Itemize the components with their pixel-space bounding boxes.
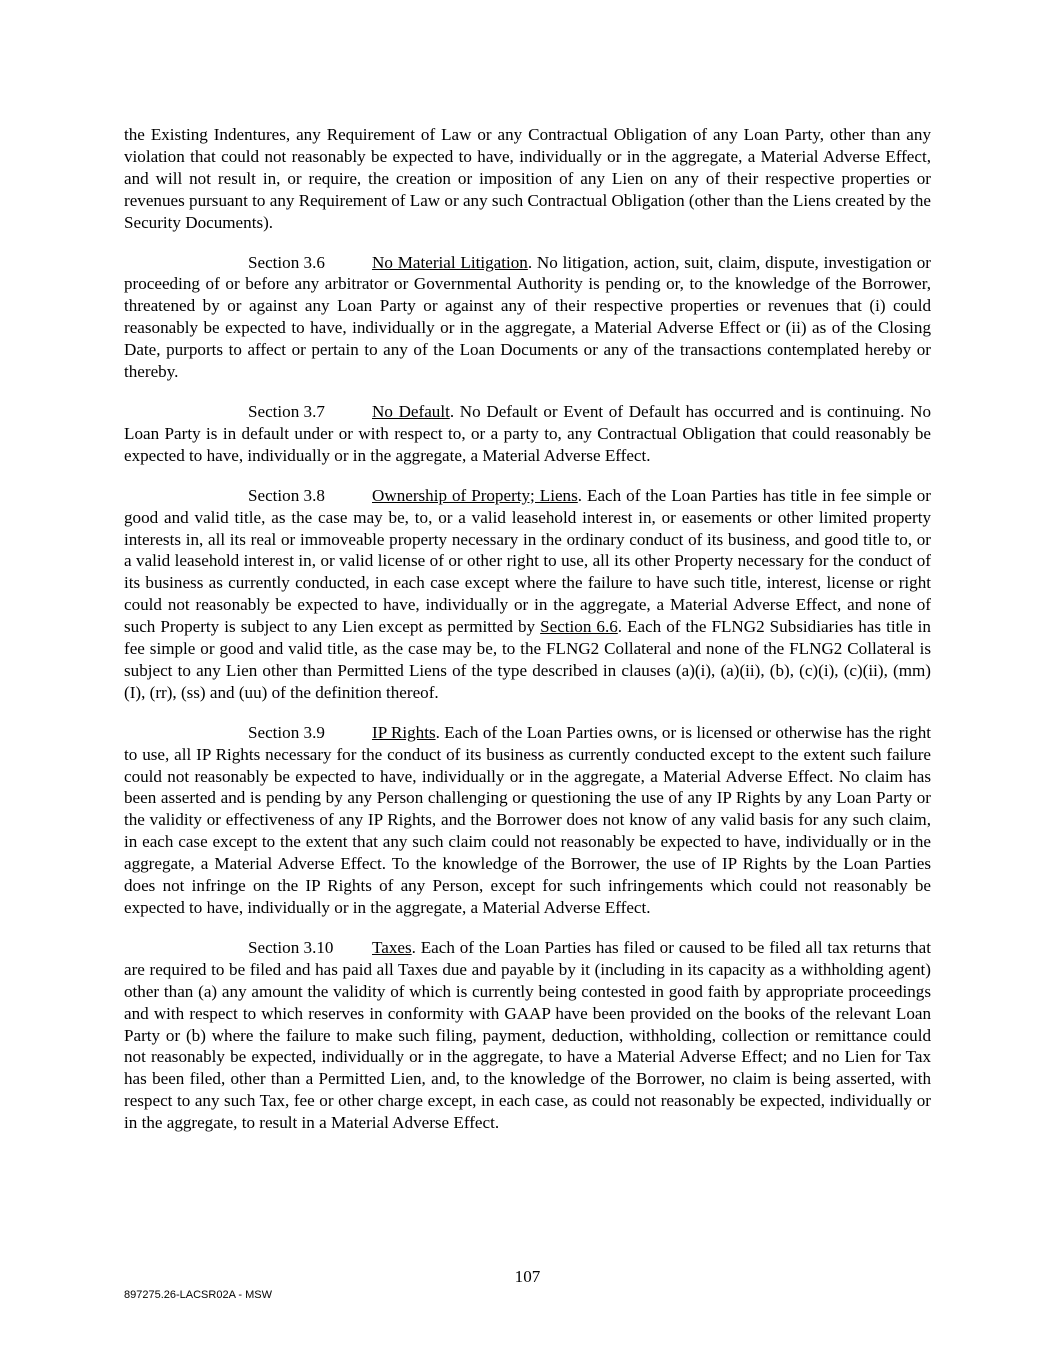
- section-number: Section 3.10: [248, 937, 334, 957]
- section-number: Section 3.6: [248, 252, 325, 272]
- section-3-6-paragraph: [124, 252, 931, 383]
- page-number: 107: [514, 1267, 541, 1286]
- section-cross-reference: Section 6.6: [540, 617, 618, 637]
- document-body: [124, 124, 931, 1152]
- section-title: IP Rights: [372, 722, 436, 742]
- section-3-8-paragraph: [124, 485, 931, 704]
- section-body: . No Default or Event of Default has occurred and is continuing. No Loan Party is in default under or with respect to, or a party to, any Contractual Obligation that could reasonably be expected to have, individually or in the aggregate, a Material Adverse Effect.: [124, 401, 932, 465]
- section-body: . No litigation, action, suit, claim, dispute, investigation or proceeding of or before any arbitrator or Governmental Authority is pending or, to the knowledge of the Borrower, threatened by or against any Loan Party or against any of their respective properties or revenues that (i) could reasonably be expected to have, individually or in the aggregate, a Material Adverse Effect or (ii) as of the Closing Date, purports to affect or pertain to any of the Loan Documents or any of the transactions contemplated hereby or thereby.: [124, 252, 931, 382]
- section-title: Taxes: [372, 937, 412, 957]
- section-3-10-paragraph: [124, 937, 931, 1134]
- section-body: . Each of the Loan Parties has filed or caused to be filed all tax returns that are required to be filed and has paid all Taxes due and payable by it (including in its capacity as a withholding agent) other than (a) any amount the validity of which is currently being contested in good faith by appropriate proceedings and with respect to which reserves in conformity with GAAP have been provided on the books of the relevant Loan Party or (b) where the failure to make such filing, payment, deduction, withholding, collection or remittance could not reasonably be expected, individually or in the aggregate, to have a Material Adverse Effect; and no Lien for Tax has been filed, other than a Permitted Lien, and, to the knowledge of the Borrower, no claim is being asserted, with respect to any such Tax, fee or other charge except, in each case, as could not reasonably be expected, individually or in the aggregate, to result in a Material Adverse Effect.: [124, 937, 931, 1133]
- section-title: Ownership of Property; Liens: [372, 485, 578, 505]
- intro-text: the Existing Indentures, any Requirement of Law or any Contractual Obligation of any Loan Party, other than any violation that could not reasonably be expected to have, individually or in the aggregate, a Material Adverse Effect, and will not result in, or require, the creation or imposition of any Lien on any of their respective properties or revenues pursuant to any Requirement of Law or any such Contractual Obligation (other than the Liens created by the Security Documents).: [124, 125, 931, 232]
- section-title: No Default: [372, 401, 450, 421]
- section-3-9-paragraph: [124, 722, 931, 919]
- section-3-7-paragraph: [124, 401, 931, 467]
- section-number: Section 3.9: [248, 722, 325, 742]
- section-body-part-b: . Each of the FLNG2 Subsidiaries has title in fee simple or good and valid title, as the case may be, to the FLNG2 Collateral and none of the FLNG2 Collateral is subject to any Lien other than Permitted Liens of the type described in clauses (a)(i), (a)(ii), (b), (c)(i), (c)(ii), (mm)(I), (rr), (ss) and (uu) of the definition thereof.: [124, 617, 931, 702]
- section-number: Section 3.8: [248, 485, 325, 505]
- section-body-part-a: . Each of the Loan Parties has title in fee simple or good and valid title, as the case may be, to, or a valid leasehold interest in, or easements or other limited property interests in, all its real or immoveable property necessary in the ordinary conduct of its business, and good title to, or a valid leasehold interest in, or valid license of or other right to use, all its other Property necessary for the conduct of its business as currently conducted, in each case except where the failure to have such title, interest, license or right could not reasonably be expected to have, individually or in the aggregate, a Material Adverse Effect, and none of such Property is subject to any Lien except as permitted by: [124, 485, 931, 637]
- section-body: . Each of the Loan Parties owns, or is licensed or otherwise has the right to use, all IP Rights necessary for the conduct of its business as currently conducted except to the extent such failure could not reasonably be expected to have, individually or in the aggregate, a Material Adverse Effect. No claim has been asserted and is pending by any Person challenging or questioning the use of any IP Rights by any Loan Party or the validity or effectiveness of any IP Rights, and the Borrower does not know of any valid basis for any such claim, in each case except to the extent that any such claim could not reasonably be expected to have, individually or in the aggregate, a Material Adverse Effect. To the knowledge of the Borrower, the use of IP Rights by the Loan Parties does not infringe on the IP Rights of any Person, except for such infringements which could not reasonably be expected to have, individually or in the aggregate, a Material Adverse Effect.: [124, 722, 931, 917]
- document-id: 897275.26-LACSR02A - MSW: [124, 1289, 272, 1301]
- section-number: Section 3.7: [248, 401, 325, 421]
- section-title: No Material Litigation: [372, 252, 528, 272]
- intro-paragraph: [124, 124, 931, 234]
